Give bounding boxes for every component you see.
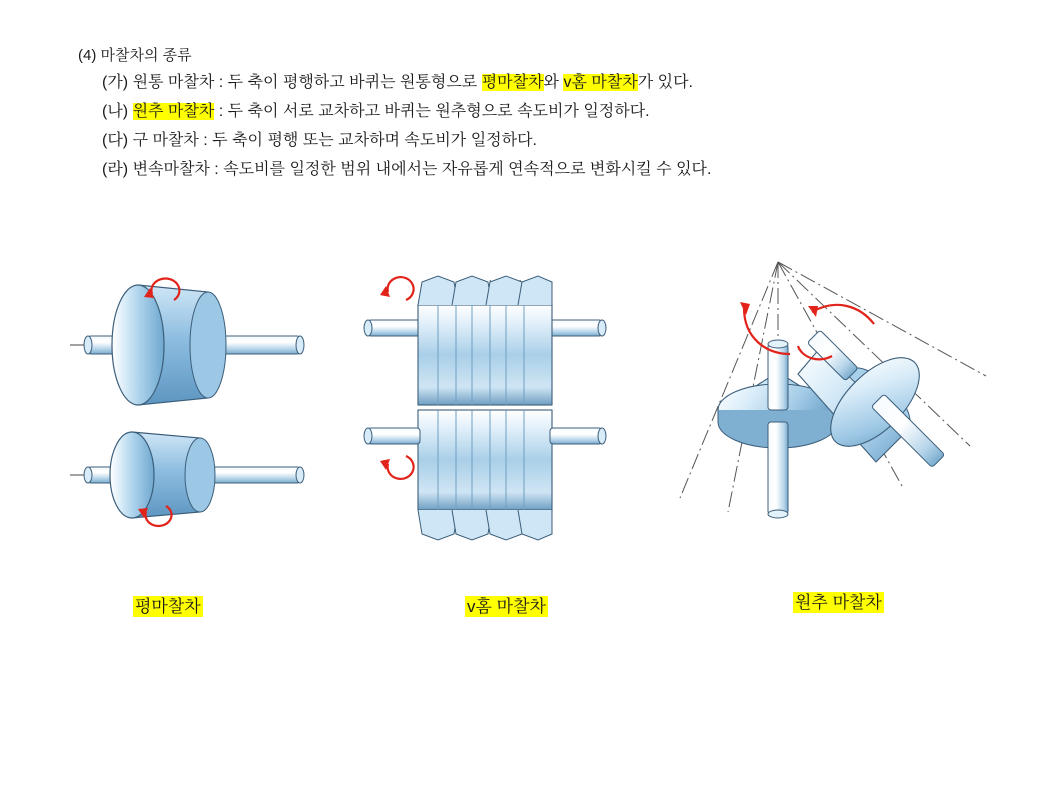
list-item-text-2: 와 xyxy=(543,74,564,91)
cone-friction-wheel-drawing xyxy=(670,250,1000,550)
list-item-text-1: 변속마찰차 : 속도비를 일정한 범위 내에서는 자유롭게 연속적으로 변화시킬 수 있다. xyxy=(132,161,712,178)
caption-cone-friction-wheel xyxy=(793,588,884,613)
section-heading: (4) 마찰차의 종류 xyxy=(78,47,192,64)
lesson-text-block xyxy=(78,48,1018,191)
list-item-label: (나) xyxy=(102,103,129,120)
list-item-highlight-2: v홈 마찰차 xyxy=(563,74,638,91)
figure-row xyxy=(0,250,1063,640)
list-item-text-1: 원통 마찰차 : 두 축이 평행하고 바퀴는 원통형으로 xyxy=(132,74,482,91)
list-item-label: (라) xyxy=(102,161,129,178)
inclined-cone-wheel xyxy=(798,330,945,468)
list-item-text-1: 구 마찰차 : 두 축이 평행 또는 교차하며 속도비가 일정하다. xyxy=(132,132,537,149)
figure-cone-friction-wheel xyxy=(670,250,1000,550)
rotation-arrow-icon xyxy=(812,305,874,324)
list-item-highlight-1: 원추 마찰차 xyxy=(132,103,215,120)
caption-text: v홈 마찰차 xyxy=(467,597,546,616)
caption-v-groove-friction-wheel xyxy=(465,592,548,617)
list-item-text-2: : 두 축이 서로 교차하고 바퀴는 원추형으로 속도비가 일정하다. xyxy=(214,103,650,120)
v-groove-upper-wheel xyxy=(418,276,552,405)
v-groove-friction-wheel-drawing xyxy=(360,250,610,550)
figure-v-groove-friction-wheel xyxy=(360,250,610,550)
flat-friction-wheel-drawing xyxy=(60,250,310,550)
caption-text: 평마찰차 xyxy=(135,597,201,616)
figure-flat-friction-wheel xyxy=(60,250,310,550)
list-item xyxy=(102,133,1018,149)
caption-flat-friction-wheel xyxy=(133,592,203,617)
v-groove-lower-wheel xyxy=(418,410,552,540)
rotation-arrow-icon xyxy=(388,277,414,300)
rotation-arrow-icon xyxy=(388,456,414,479)
list-item-text-3: 가 있다. xyxy=(637,74,693,91)
list-item-label: (가) xyxy=(102,74,129,91)
list-item xyxy=(102,75,1018,91)
caption-text: 원추 마찰차 xyxy=(795,593,882,612)
list-item xyxy=(102,104,1018,120)
list-item-label: (다) xyxy=(102,132,129,149)
list-item xyxy=(102,162,1018,178)
list-item-highlight-1: 평마찰차 xyxy=(481,74,544,91)
